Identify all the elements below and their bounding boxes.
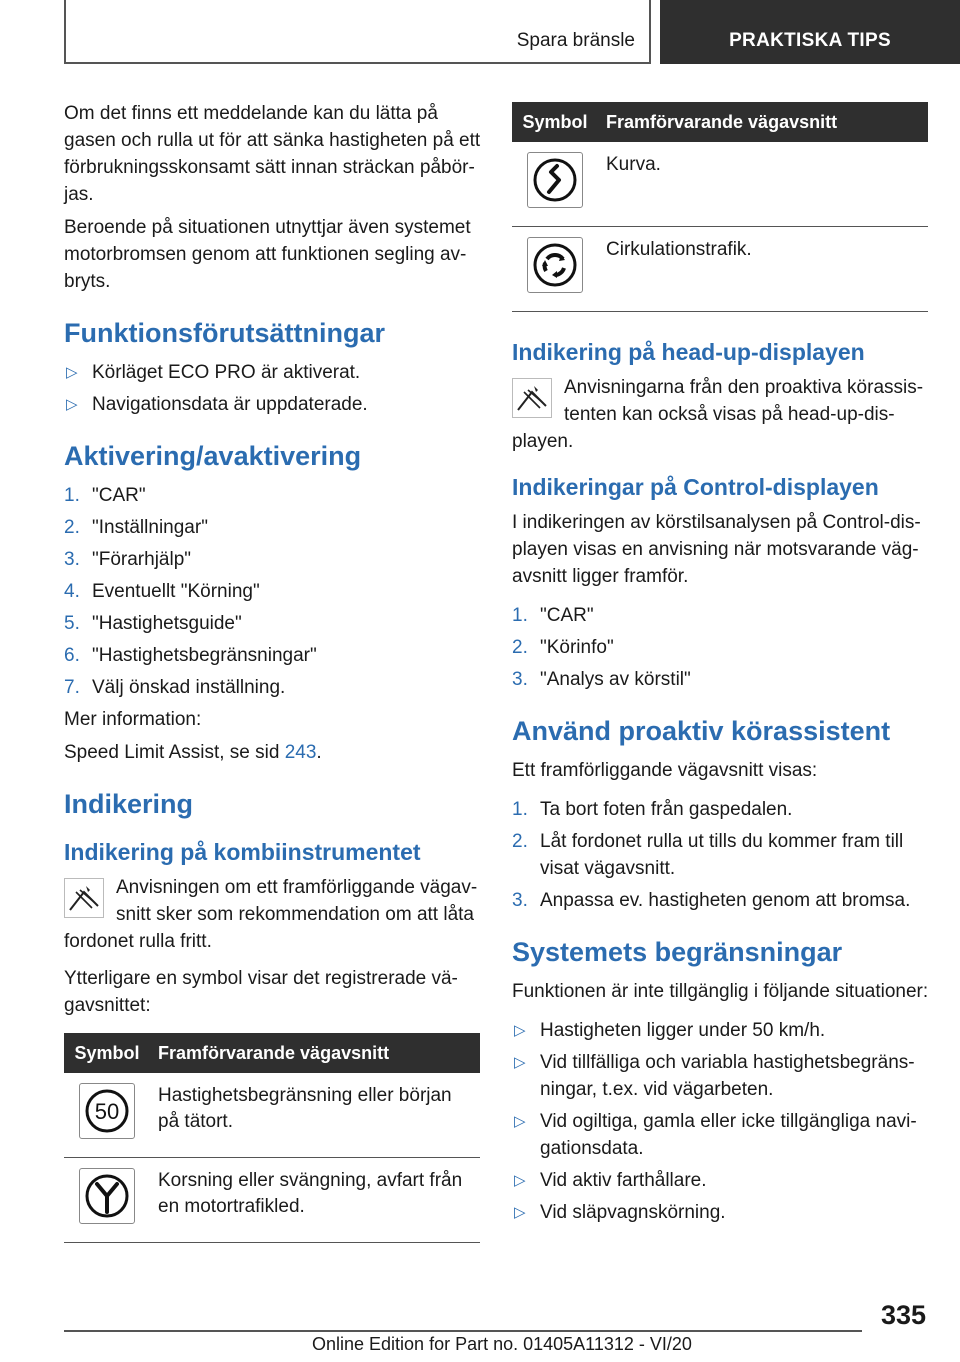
header-rule-bottom: [64, 62, 649, 64]
curve-icon: [527, 152, 583, 208]
list-item: ▷ Hastigheten ligger under 50 km/h.: [512, 1017, 930, 1044]
table-header-row: [512, 102, 928, 142]
list-item: 5. "Hastighetsguide": [64, 613, 242, 634]
junction-icon: [79, 1168, 135, 1224]
table-header-row: [64, 1033, 480, 1073]
triangle-bullet-icon: ▷: [514, 1054, 526, 1071]
speed-limit-reference: Speed Limit Assist, se sid 243.: [64, 742, 322, 763]
triangle-bullet-icon: ▷: [514, 1204, 526, 1221]
list-item: 2. "Körinfo": [512, 637, 614, 658]
list-item: 1. Ta bort foten från gaspedalen.: [512, 799, 793, 820]
table-row: [64, 1073, 480, 1158]
left-column: [64, 100, 482, 1243]
list-item: ▷ Navigationsdata är uppdaterade.: [64, 391, 482, 418]
heading-kombiinstrument: Indikering på kombiinstrumentet: [64, 839, 421, 865]
triangle-bullet-icon: ▷: [514, 1172, 526, 1189]
list-item: 4. Eventuellt "Körning": [64, 581, 260, 602]
control-steps: [512, 602, 930, 693]
requirements-list: [64, 359, 482, 418]
list-item: ▷ Vid tillfälliga och variabla hastighetsbegräns-ningar, t.ex. vid vägarbeten.: [512, 1049, 930, 1103]
use-intro: Ett framförliggande vägavsnitt visas:: [512, 760, 818, 781]
list-item: 1. "CAR": [512, 605, 594, 626]
limitations-intro: Funktionen är inte tillgänglig i följande situationer:: [512, 981, 929, 1002]
heading-control-display: Indikeringar på Control-displayen: [512, 474, 879, 500]
list-item: 3. "Förarhjälp": [64, 549, 192, 570]
additional-symbol-paragraph: Ytterligare en symbol visar det registrerade vä-gavsnittet:: [64, 968, 458, 1016]
section-title: Spara bränsle: [516, 30, 635, 51]
header-rule-divider: [649, 0, 651, 64]
list-item: 3. "Analys av körstil": [512, 669, 691, 690]
column-header-section: Framförvarande vägavsnitt: [598, 102, 928, 142]
engine-brake-paragraph: Beroende på situationen utnyttjar även systemet motorbromsen genom att funktionen segling av-bryts.: [64, 217, 471, 292]
table-row: [512, 142, 928, 227]
heading-aktivering: Aktivering/avaktivering: [64, 441, 362, 471]
note-icon: [64, 878, 104, 918]
symbol-table-right: [512, 102, 928, 312]
column-header-symbol: Symbol: [512, 102, 598, 142]
svg-text:50: 50: [94, 1099, 120, 1124]
column-header-section: Framförvarande vägavsnitt: [150, 1033, 480, 1073]
table-row: [64, 1158, 480, 1243]
symbol-table-left: [64, 1033, 480, 1243]
page-link-243[interactable]: 243: [284, 742, 317, 763]
table-cell: Kurva.: [598, 142, 928, 227]
more-info-label: Mer information:: [64, 709, 202, 730]
list-item: 2. "Inställningar": [64, 517, 208, 538]
heading-anvand-proaktiv: Använd proaktiv körassistent: [512, 716, 891, 746]
list-item: 1. "CAR": [64, 485, 146, 506]
edition-text: Online Edition for Part no. 01405A11312 - VI/20: [312, 1334, 692, 1354]
use-steps: [512, 796, 930, 914]
heading-funktionsforutsattningar: Funktionsförutsättningar: [64, 318, 385, 348]
triangle-bullet-icon: ▷: [514, 1113, 526, 1130]
list-item: ▷ Vid aktiv farthållare.: [512, 1167, 930, 1194]
heading-begransningar: Systemets begränsningar: [512, 937, 843, 967]
table-cell: Cirkulationstrafik.: [598, 227, 928, 312]
list-item: 6. "Hastighetsbegränsningar": [64, 645, 317, 666]
triangle-bullet-icon: ▷: [66, 396, 78, 413]
list-item: 7. Välj önskad inställning.: [64, 677, 286, 698]
table-row: [512, 227, 928, 312]
heading-head-up-display: Indikering på head-up-displayen: [512, 339, 865, 365]
control-display-paragraph: I indikeringen av körstilsanalysen på Control-dis-playen visas en anvisning när motsvarande väg-avsnitt ligger framför.: [512, 512, 921, 587]
header-rule-left: [64, 0, 66, 64]
list-item: ▷ Körläget ECO PRO är aktiverat.: [64, 359, 482, 386]
list-item: ▷ Vid ogiltiga, gamla eller icke tillgängliga navi-gationsdata.: [512, 1108, 930, 1162]
heading-indikering: Indikering: [64, 789, 194, 819]
roundabout-icon: [527, 237, 583, 293]
list-item: 3. Anpassa ev. hastigheten genom att bromsa.: [512, 890, 911, 911]
note-icon: [512, 378, 552, 418]
right-column: [512, 100, 930, 1231]
triangle-bullet-icon: ▷: [514, 1022, 526, 1039]
list-item: ▷ Vid släpvagnskörning.: [512, 1199, 930, 1226]
kombi-note-continued: fordonet rulla fritt.: [64, 931, 212, 952]
kombi-note: Anvisningen om ett framförliggande vägav-snitt sker som rekommendation om att låta: [64, 874, 482, 928]
hud-note-continued: playen.: [512, 431, 574, 452]
triangle-bullet-icon: ▷: [66, 364, 78, 381]
table-cell: Hastighetsbegränsning eller början på tätort.: [150, 1073, 480, 1158]
list-item: 2. Låt fordonet rulla ut tills du kommer fram till visat vägavsnitt.: [512, 831, 904, 879]
speed-limit-50-icon: [79, 1083, 135, 1139]
limitations-list: [512, 1017, 930, 1226]
page-number: 335: [880, 1300, 926, 1330]
hud-note: Anvisningarna från den proaktiva körassis-tenten kan också visas på head-up-dis-: [512, 374, 930, 428]
intro-paragraph: Om det finns ett meddelande kan du lätta på gasen och rulla ut för att sänka hastigheten på ett förbrukningsskonsamt sätt innan sträckan påbör-jas.: [64, 103, 481, 205]
footer-rule: [64, 1330, 862, 1332]
chapter-tab: PRAKTISKA TIPS: [660, 0, 960, 64]
activation-steps: [64, 482, 482, 701]
table-cell: Korsning eller svängning, avfart från en motortrafikled.: [150, 1158, 480, 1243]
column-header-symbol: Symbol: [64, 1033, 150, 1073]
